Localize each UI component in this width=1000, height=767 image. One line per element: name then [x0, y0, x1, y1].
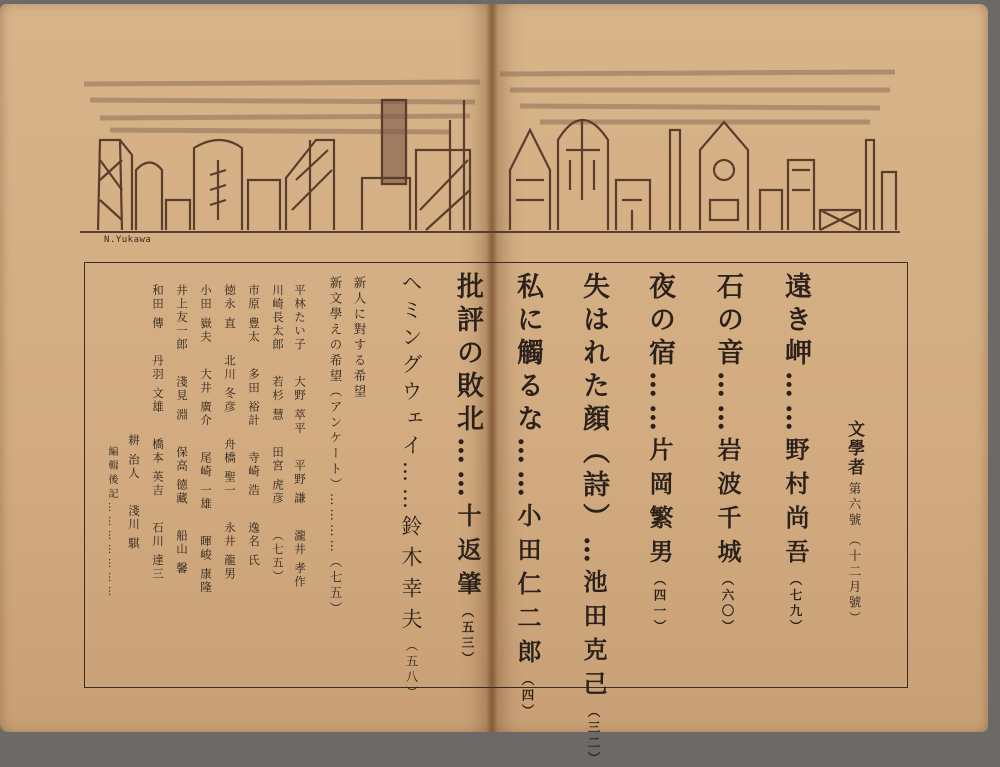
entry-author: 小田仁二郎 [513, 503, 542, 673]
entry-title: ヘミングウェイ [399, 272, 423, 461]
entry-leader: …… [452, 437, 483, 503]
entry-page: （三二） [586, 705, 601, 767]
entry-author: 岩波千城 [713, 437, 742, 573]
survey-tag: （アンケート） [328, 384, 343, 493]
entry-page: （五八） [404, 639, 419, 701]
survey-subheading[interactable]: 新文學えの希望（アンケート）…………（七五） [328, 276, 343, 617]
respondent-name: 瀧井 孝作 [293, 529, 307, 589]
toc-entry[interactable] [708, 272, 747, 635]
respondent-name: 船山 馨 [175, 529, 189, 576]
entry-author: 片岡繁男 [645, 437, 674, 573]
entry-leader: …… [512, 437, 543, 503]
respondent-name: 丹羽 文雄 [151, 354, 165, 414]
survey-leader: ………… [328, 493, 343, 555]
entry-page: （四一） [652, 573, 667, 635]
entry-leader: …… [712, 371, 743, 437]
respondent-name: 若杉 慧 [271, 375, 285, 422]
respondent-name: 淺見 淵 [175, 375, 189, 422]
respondent-name: 平林たい子 [293, 284, 307, 352]
respondent-column [198, 284, 214, 595]
respondent-column [292, 284, 308, 589]
entry-page: （四） [520, 673, 535, 720]
respondent-name: 寺崎 浩 [247, 451, 261, 498]
entry-title: 失はれた顔（詩） [578, 272, 609, 536]
sky-hatching [84, 72, 895, 132]
respondent-column [246, 284, 262, 568]
entry-leader: … [578, 536, 609, 569]
illustration-signature: N.Yukawa [104, 235, 152, 245]
issue-number: 第六號 [847, 482, 862, 529]
respondent-name: 大野 萃平 [293, 375, 307, 436]
entry-page: （五三） [460, 605, 475, 667]
toc-entry[interactable] [448, 272, 487, 667]
entry-title: 石の音 [712, 272, 743, 371]
respondent-name: 小田 嶽夫 [199, 284, 213, 344]
respondent-column [270, 284, 286, 583]
magazine-header [842, 420, 867, 627]
respondent-name: 橋本 英吉 [151, 437, 165, 498]
respondent-column [174, 284, 190, 575]
issue-month: （十二月號） [847, 533, 862, 627]
respondent-name: 平野 謙 [293, 459, 307, 506]
cityscape-illustration [70, 60, 910, 260]
respondent-column [222, 284, 238, 581]
respondent-name: 徳永 直 [223, 284, 237, 331]
toc-entry[interactable] [508, 272, 547, 720]
respondent-name: 川崎長太郎 [271, 284, 285, 352]
respondent-name: 田宮 虎彦 [271, 445, 285, 506]
editorial-postscript[interactable] [104, 446, 119, 600]
respondent-column [150, 284, 166, 581]
entry-title: 私に觸るな [512, 272, 543, 437]
respondent-name: 舟橋 聖一 [223, 437, 237, 498]
respondent-name: 保高 德藏 [175, 445, 189, 506]
entry-leader: …… [644, 371, 675, 437]
respondent-name: 永井 龍男 [223, 521, 237, 582]
survey-heading: 新人に對する希望 [352, 276, 367, 400]
respondent-name: 多田 裕計 [247, 367, 261, 428]
entry-author: 池田克己 [579, 569, 608, 705]
entry-leader: …… [780, 371, 811, 437]
toc-entry[interactable] [396, 272, 426, 701]
entry-leader: …… [399, 461, 423, 515]
entry-title: 遠き岬 [780, 272, 811, 371]
respondent-name: 井上友一郎 [175, 284, 189, 352]
respondent-name: 大井 廣介 [199, 367, 213, 428]
respondent-name: 逸名 氏 [247, 521, 261, 568]
respondent-name: 石川 達三 [151, 521, 165, 582]
respondent-name: 暉峻 康隆 [199, 534, 213, 595]
respondent-name: （七五） [271, 529, 285, 584]
magazine-name: 文學者 [844, 420, 864, 477]
respondent-name: 和田 傳 [151, 284, 165, 331]
survey-page: （七五） [328, 555, 343, 617]
entry-author: 野村尚吾 [781, 437, 810, 573]
entry-title: 夜の宿 [644, 272, 675, 371]
respondent-name: 淺川 騏 [127, 504, 141, 551]
toc-entry[interactable] [574, 272, 613, 767]
respondent-name: 耕 治人 [127, 434, 141, 481]
toc-entry[interactable] [776, 272, 815, 635]
entry-author: 鈴木幸夫 [399, 515, 423, 639]
editorial-leader: ………………… [106, 502, 117, 600]
entry-author: 十返肇 [453, 503, 482, 605]
toc-entry[interactable] [640, 272, 679, 635]
editorial-label: 編輯後記 [106, 446, 117, 502]
respondent-name: 尾崎 一雄 [199, 451, 213, 511]
respondent-name: 北川 冬彦 [223, 354, 237, 414]
entry-title: 批評の敗北 [452, 272, 483, 437]
respondent-name: 市原 豊太 [247, 284, 261, 344]
respondent-column [126, 284, 142, 550]
entry-page: （六〇） [720, 573, 735, 635]
entry-page: （七九） [788, 573, 803, 635]
